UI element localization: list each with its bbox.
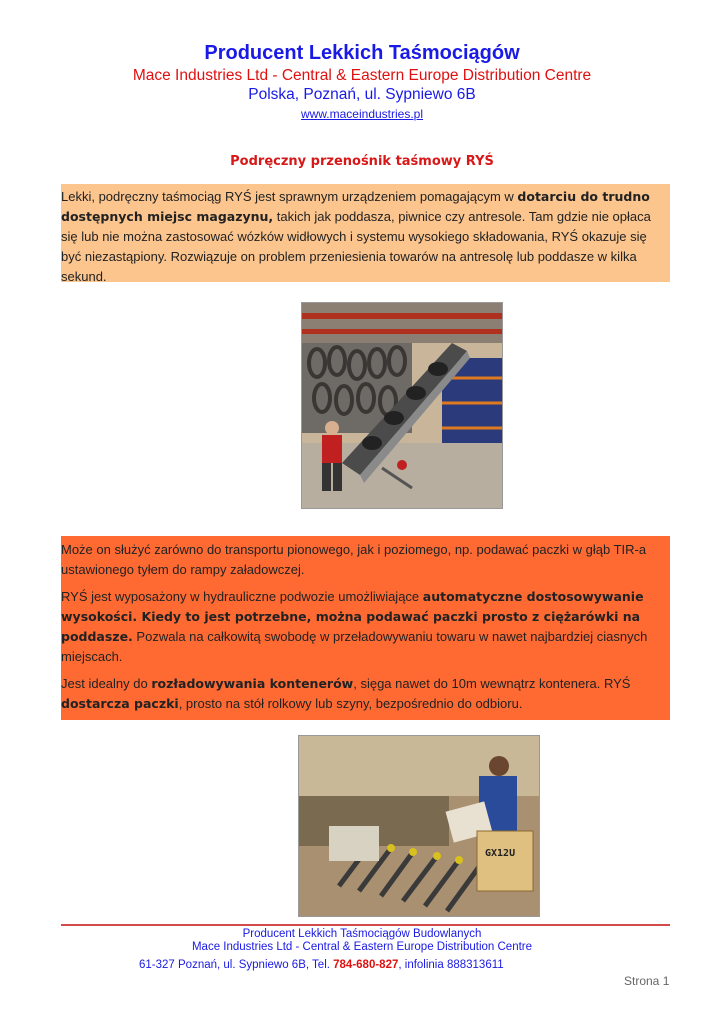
features-para-1: Może on służyć zarówno do transportu pionowego, jak i poziomego, np. podawać paczki w głąb TIR-a ustawionego tyłem do rampy załadowczej. (61, 542, 647, 577)
footer-phone[interactable]: 784-680-827 (333, 959, 399, 971)
footer-line-2: Mace Industries Ltd - Central & Eastern Europe Distribution Centre (191, 941, 533, 953)
footer-tel-label: Tel. (309, 959, 334, 971)
features-section (61, 536, 670, 720)
roller-conveyor-photo (298, 735, 540, 917)
features-para-3-bold-1: rozładowywania kontenerów (151, 676, 354, 691)
website-link[interactable]: www.maceindustries.pl (300, 107, 424, 121)
footer-contact (139, 959, 504, 971)
features-para-3-bold-2: dostarcza paczki (61, 696, 179, 711)
features-para-2 (61, 587, 670, 667)
features-para-3-text-3: , prosto na stół rolkowy lub szyny, bezpośrednio do odbioru. (178, 696, 523, 711)
header-address: Polska, Poznań, ul. Sypniewo 6B (248, 86, 476, 103)
footer-hotline: , infolinia 888313611 (398, 959, 504, 971)
intro-text-2: takich jak poddasza, piwnice czy antresole. Tam gdzie nie opłaca się lub nie można zastosować wózków widłowych i systemu wysokiego składowania, RYŚ okazuje się być niezastąpiony. Rozwiązuje on problem przeniesienia towarów na antresolę lub poddasze w kilka sekund. (61, 209, 651, 284)
intro-section (61, 184, 670, 282)
header-company: Mace Industries Ltd - Central & Eastern Europe Distribution Centre (132, 67, 592, 84)
header-title: Producent Lekkich Taśmociągów (204, 42, 520, 64)
features-para-2-text-1: RYŚ jest wyposażony w hydrauliczne podwozie umożliwiające (61, 589, 423, 604)
features-para-3-text-2: , sięga nawet do 10m wewnątrz kontenera. RYŚ (353, 676, 631, 691)
features-para-3-text-1: Jest idealny do (61, 676, 152, 691)
footer-line-1: Producent Lekkich Taśmociągów Budowlanych (242, 928, 482, 940)
footer-divider (61, 924, 670, 926)
intro-text-1: Lekki, podręczny taśmociąg RYŚ jest sprawnym urządzeniem pomagającym w (61, 189, 518, 204)
box-label: GX12U (485, 848, 516, 859)
intro-bold-1: dotarciu do trudno dostępnych miejsc magazynu, (61, 189, 650, 224)
footer-address: 61-327 Poznań, ul. Sypniewo 6B, (139, 959, 310, 971)
document-title: Podręczny przenośnik taśmowy RYŚ (230, 154, 494, 169)
features-para-2-text-2: Pozwala na całkowitą swobodę w przeładowywaniu towaru w nawet najbardziej ciasnych miejscach. (61, 629, 648, 664)
page-number: Strona 1 (624, 974, 670, 986)
warehouse-conveyor-photo (301, 302, 503, 509)
features-para-3 (61, 674, 670, 714)
features-para-2-bold: automatyczne dostosowywanie wysokości. Kiedy to jest potrzebne, można podawać paczki prosto z ciężarówki na poddasze. (61, 589, 644, 644)
